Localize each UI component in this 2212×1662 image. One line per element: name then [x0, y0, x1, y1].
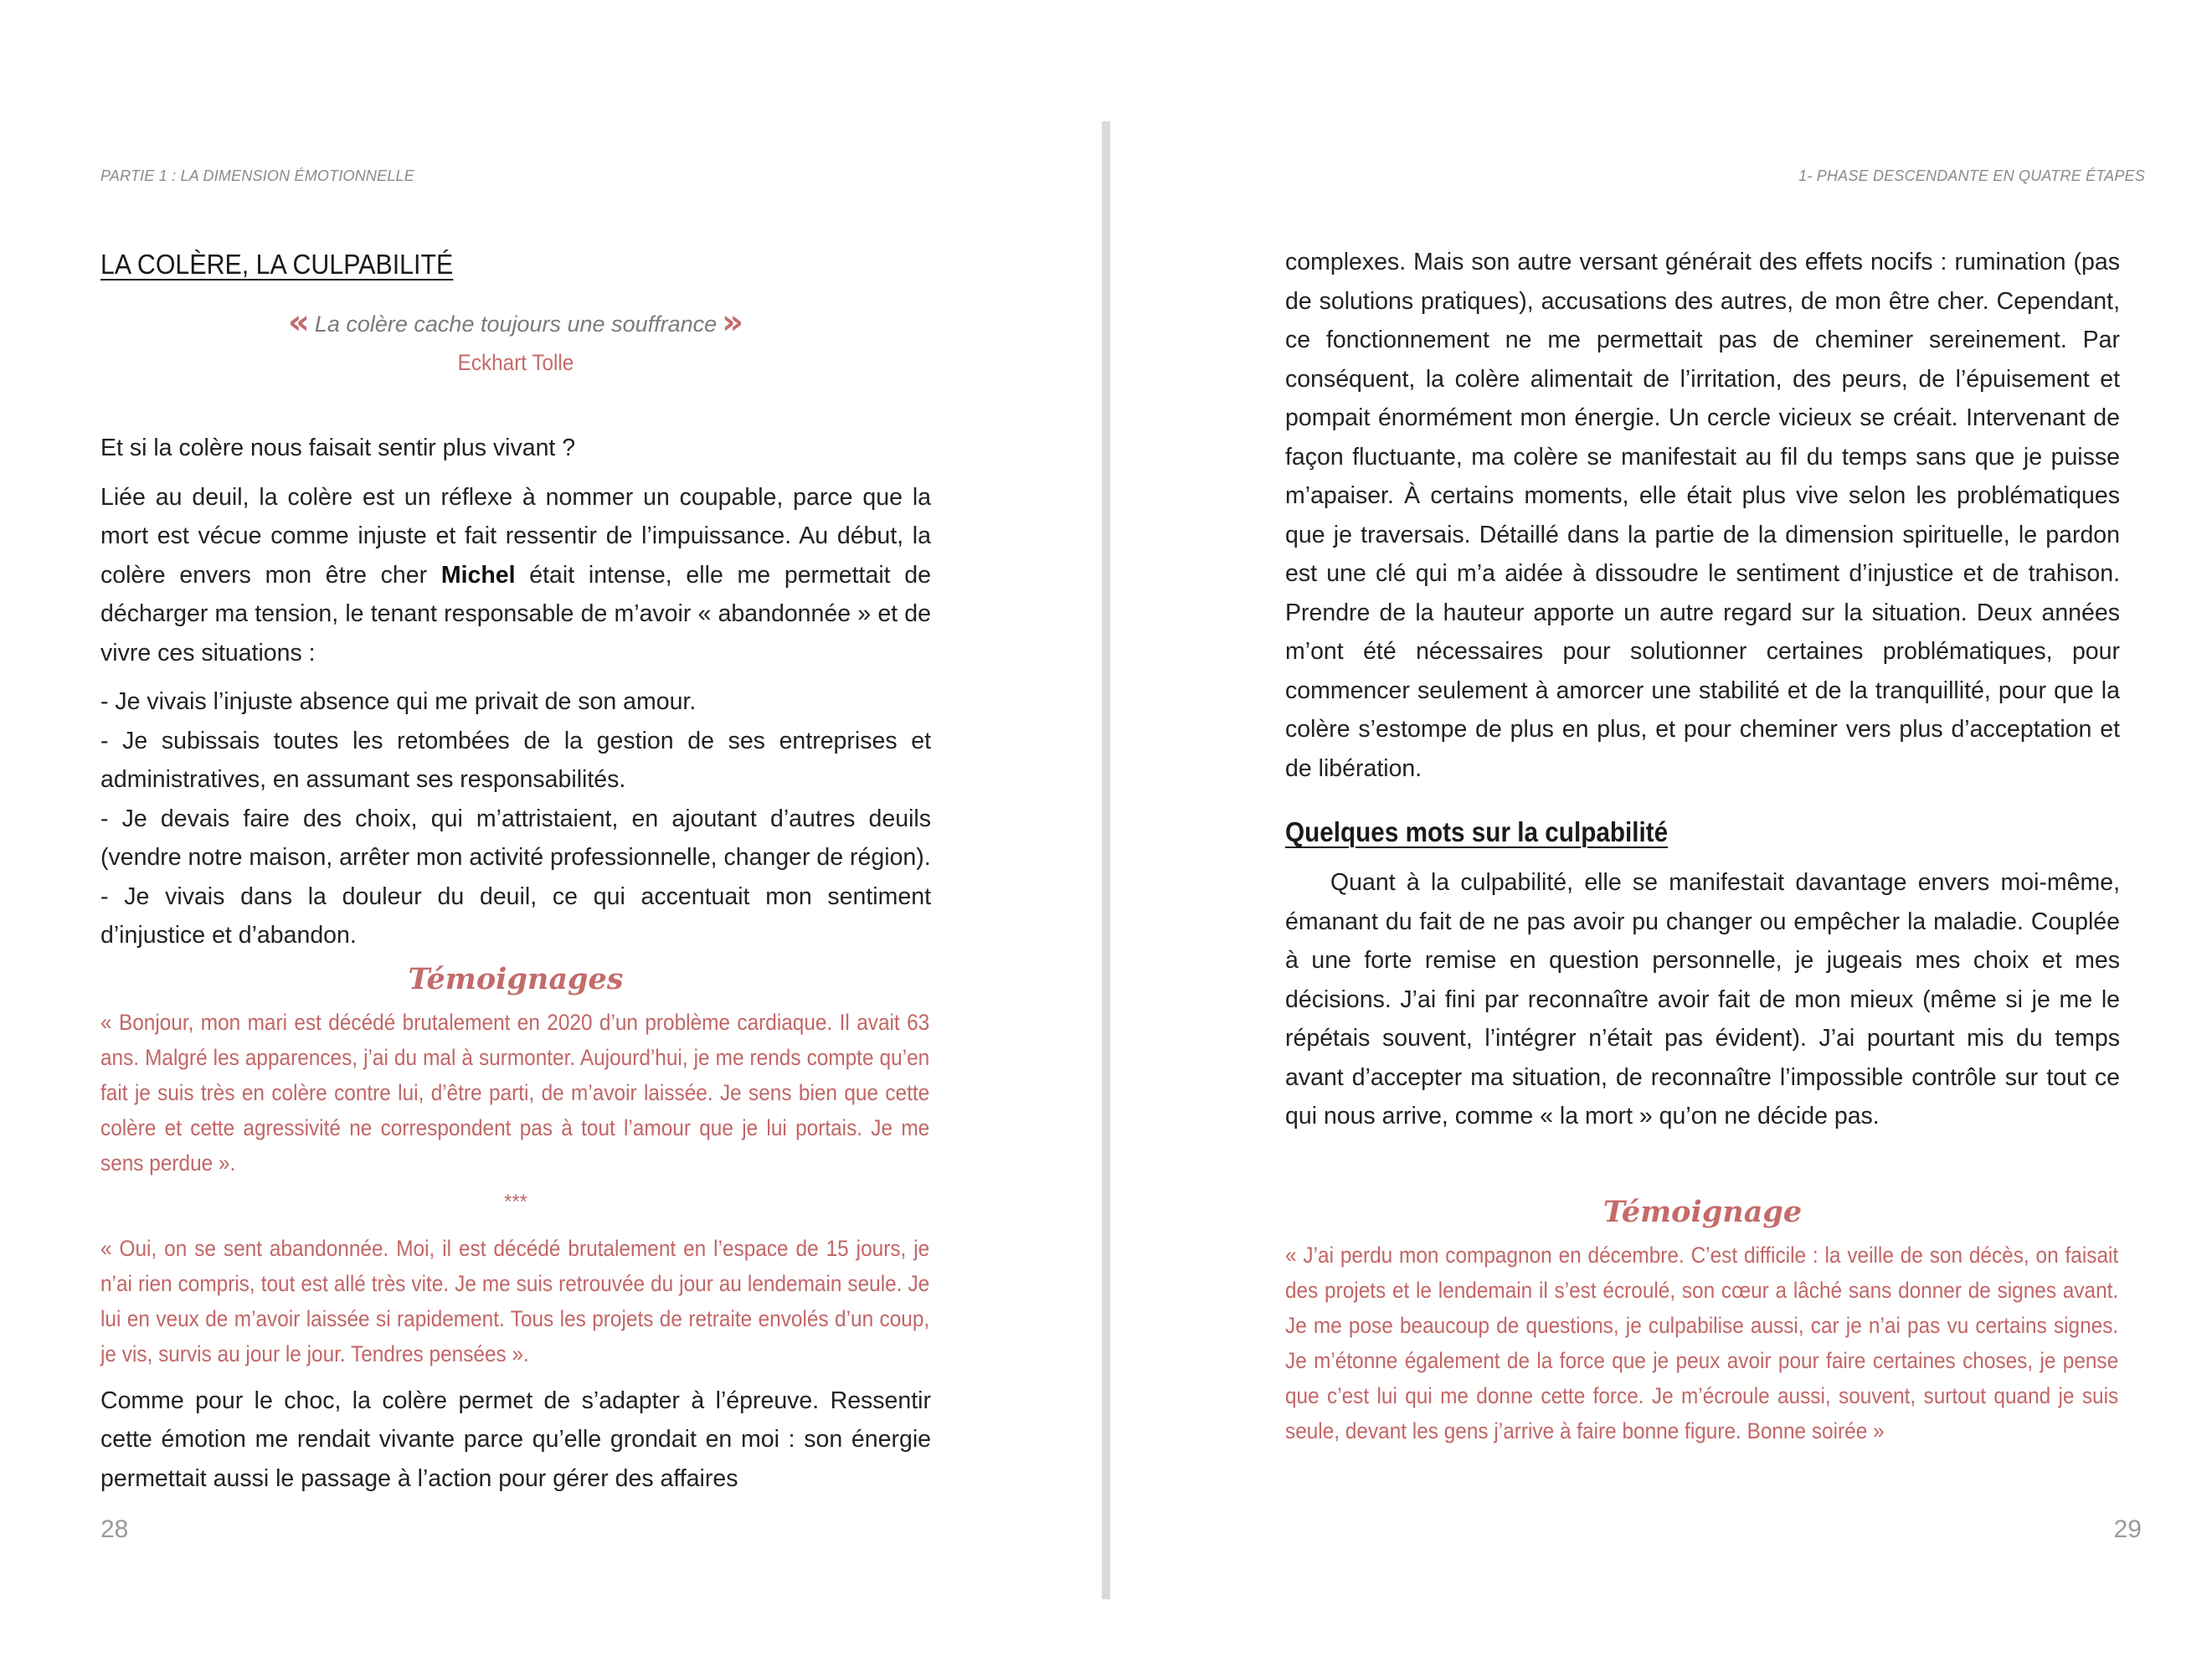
running-head-left: PARTIE 1 : LA DIMENSION ÉMOTIONNELLE — [100, 167, 414, 184]
left-body — [100, 429, 931, 1498]
continuation-paragraph: complexes. Mais son autre versant générait des effets nocifs : rumination (pas de solutions pratiques), accusations des autres, de mon être cher. Cependant, ce fonctionnement ne me permettait pas de cheminer sereinement. Par conséquent, la colère alimentait de l’irritation, des peurs, de l’épuisement et pompait énormément mon énergie. Un cercle vicieux se créait. Intervenant de façon fluctuante, ma colère se manifestait au fil du temps sans que je puisse m’apaiser. À certains moments, elle était plus vive selon les problématiques que je traversais. Détaillé dans la partie de la dimension spirituelle, le pardon est une clé qui m’a aidée à dissoudre le sentiment d’injustice et de trahison. Prendre de la hauteur apporte un autre regard sur la situation. Deux années m’ont été nécessaires pour solutionner certaines problématiques, pour commencer seulement à amorcer une stabilité et de la tranquillité, pour que la colère s’estompe de plus en plus, et pour cheminer vers plus d’acceptation et de libération. — [1285, 249, 2120, 782]
running-head-right: 1- PHASE DESCENDANTE EN QUATRE ÉTAPES — [1798, 167, 2145, 184]
name-michel: Michel — [440, 561, 516, 589]
testimony-heading: Témoignage — [1602, 1194, 1803, 1229]
separator-stars: *** — [503, 1190, 528, 1213]
testimony-1: « Bonjour, mon mari est décédé brutalement en 2020 d’un problème cardiaque. Il avait 63 ans. Malgré les apparences, j’ai du mal à surmonter. Aujourd’hui, je me rends compte qu’en fait je suis très en colère contre lui, d’être parti, de m’avoir laissée. Je sens bien que cette colère et cette agressivité ne correspondent pas à tout l’amour que je lui portais. Je me sens perdue ». — [100, 1009, 930, 1176]
epigraph-quote: La colère cache toujours une souffrance — [314, 311, 718, 337]
left-page — [0, 0, 1105, 1662]
section-heading-guilt: Quelques mots sur la culpabilité — [1285, 816, 1669, 847]
page-number-right: 29 — [2113, 1515, 2142, 1543]
page-number-left: 28 — [100, 1515, 129, 1543]
right-body — [1285, 243, 2120, 1448]
paragraph-deuil — [100, 478, 931, 673]
testimony-right: « J’ai perdu mon compagnon en décembre. C’est difficile : la veille de son décès, on faisait des projets et le lendemain il s’est écroulé, son cœur a lâché sans donner de signes avant. Je me pose beaucoup de questions, je culpabilise aussi, car je n’ai pas vu certains signes. Je m’étonne également de la force que je peux avoir pour faire certaines choses, je pense que c’est lui qui me donne cette force. Je m’écroule aussi, souvent, surtout quand je suis seule, devant les gens j’arrive à faire bonne figure. Bonne soirée » — [1285, 1242, 2119, 1443]
paragraph-deuil-start: Liée au deuil, la colère est un réflexe à nommer un coupable, parce que la mort est vécue comme injuste et fait ressentir de l’impuissance. Au début, la colère envers mon être cher — [100, 483, 931, 589]
intro-question: Et si la colère nous faisait sentir plus vivant ? — [100, 435, 576, 461]
right-page — [1114, 0, 2212, 1662]
testimony-2: « Oui, on se sent abandonnée. Moi, il est décédé brutalement en l’espace de 15 jours, je n’ai rien compris, tout est allé très vite. Je me suis retrouvée du jour au lendemain seule. Je lui en veux de m’avoir laissée si rapidement. Tous les projets de retraite envolés d’un coup, je vis, survis au jour le jour. Tendres pensées ». — [100, 1235, 930, 1366]
testimonies-heading: Témoignages — [408, 961, 624, 996]
situations-list — [100, 682, 931, 955]
chapter-title: LA COLÈRE, LA CULPABILITÉ — [100, 249, 454, 280]
closing-paragraph: Comme pour le choc, la colère permet de s’adapter à l’épreuve. Ressentir cette émotion me rendait vivante parce qu’elle grondait en moi : son énergie permettait aussi le passage à l’action pour gérer des affaires — [100, 1387, 931, 1492]
open-quote-mark: « — [288, 303, 310, 342]
list-item: - Je vivais dans la douleur du deuil, ce qui accentuait mon sentiment d’injustice et d’abandon. — [100, 882, 931, 949]
guilt-paragraph: Quant à la culpabilité, elle se manifestait davantage envers moi-même, émanant du fait de ne pas avoir pu changer ou empêcher la maladie. Couplée à une forte remise en question personnelle, je jugeais mes choix et mes décisions. J’ai fini par reconnaître avoir fait de mon mieux (même si je me le répétais souvent, l’intégrer n’était pas évident). J’ai pourtant mis du temps avant d’accepter ma situation, de reconnaître l’impossible contrôle sur tout ce qui nous arrive, comme « la mort » qu’on ne décide pas. — [1285, 869, 2120, 1129]
list-item: - Je vivais l’injuste absence qui me privait de son amour. — [100, 688, 697, 715]
epigraph-author: Eckhart Tolle — [457, 350, 574, 375]
epigraph-quote-line — [100, 303, 931, 342]
list-item: - Je devais faire des choix, qui m’attristaient, en ajoutant d’autres deuils (vendre notre maison, arrêter mon activité professionnelle, changer de région). — [100, 805, 931, 871]
epigraph — [100, 303, 931, 376]
list-item: - Je subissais toutes les retombées de la gestion de ses entreprises et administratives, en assumant ses responsabilités. — [100, 727, 931, 793]
close-quote-mark: » — [722, 303, 743, 342]
paragraph-deuil-end: était intense, elle me permettait de décharger ma tension, le tenant responsable de m’avoir « abandonnée » et de vivre ces situations : — [100, 561, 932, 666]
